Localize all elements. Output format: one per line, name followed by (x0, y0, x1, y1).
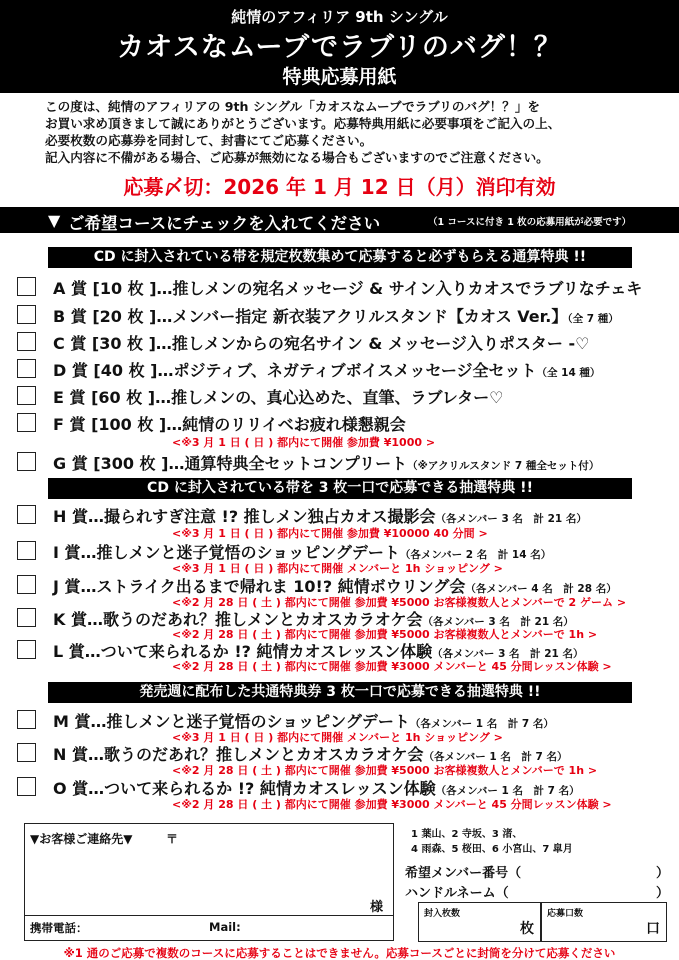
enclosed-count-unit: 枚 (520, 921, 534, 937)
prize-e-checkbox[interactable] (17, 386, 36, 405)
prize-n-count: （各メンバー 1 名 計 7 名） (423, 751, 568, 763)
entry-count-unit: 口 (646, 921, 660, 937)
enclosed-count-box (418, 902, 541, 942)
handle-name-field-close: ） (656, 886, 670, 901)
prize-l-label: L 賞…ついて来られるか !? 純情カオスレッスン体験 (53, 642, 433, 661)
prize-e-label: E 賞 [60 枚 ]…推しメンの、真心込めた、直筆、ラブレター♡ (53, 388, 504, 407)
prize-g-label: G 賞 [300 枚 ]…通算特典全セットコンプリート (53, 454, 408, 473)
header-banner (0, 0, 679, 93)
prize-h-count: （各メンバー 3 名 計 21 名） (435, 513, 587, 525)
intro-line-2: お買い求め頂きまして誠にありがとうございます。応募特典用紙に必要事項をご記入の上、 (45, 116, 561, 131)
prize-o-checkbox[interactable] (17, 777, 36, 796)
prize-h-note: <※3 月 1 日 ( 日 ) 都内にて開催 参加費 ¥10000 40 分間 > (172, 527, 488, 540)
prize-g-label-wrap (53, 451, 599, 474)
prize-i-count: （各メンバー 2 名 計 14 名） (399, 549, 552, 561)
address-underline (25, 915, 393, 916)
postal-mark: 〒 (166, 832, 179, 846)
prize-f-note: <※3 月 1 日 ( 日 ) 都内にて開催 参加費 ¥1000 > (172, 436, 436, 449)
section-header-lottery-ticket: 発売週に配布した共通特典券 3 枚一口で応募できる抽選特典 !! (48, 682, 632, 703)
triangle-down-icon: ▼ (48, 211, 61, 230)
prize-m-label: M 賞…推しメンと迷子覚悟のショッピングデート (53, 712, 410, 731)
prize-i-checkbox[interactable] (17, 541, 36, 560)
prize-k-count: （各メンバー 3 名 計 21 名） (422, 616, 574, 628)
prize-b-label-wrap (53, 304, 619, 327)
prize-m-note: <※3 月 1 日 ( 日 ) 都内にて開催 メンバーと 1h ショッピング > (172, 731, 503, 744)
prize-o-note: <※2 月 28 日 ( 土 ) 都内にて開催 参加費 ¥3000 メンバーと 45 分間レッスン体験 > (172, 798, 612, 811)
prize-m-count: （各メンバー 1 名 計 7 名） (409, 718, 554, 730)
prize-i-label: I 賞…推しメンと迷子覚悟のショッピングデート (53, 543, 400, 562)
prize-h-label-wrap (53, 504, 587, 527)
member-list-line-2: 4 雨森、5 桜田、6 小宮山、7 皐月 (411, 843, 573, 855)
intro-line-3: 必要枚数の応募券を同封して、封書にてご応募ください。 (45, 133, 373, 148)
prize-f-checkbox[interactable] (17, 413, 36, 432)
member-number-field-close: ） (656, 866, 670, 881)
prize-n-checkbox[interactable] (17, 743, 36, 762)
prize-c-label: C 賞 [30 枚 ]…推しメンからの宛名サイン & メッセージ入りポスター -♡ (53, 334, 590, 353)
prize-o-count: （各メンバー 1 名 計 7 名） (435, 785, 580, 797)
course-instruction-note: （1 コースに付き 1 枚の応募用紙が必要です） (428, 217, 632, 228)
prize-j-count: （各メンバー 4 名 計 28 名） (465, 583, 617, 595)
prize-k-note: <※2 月 28 日 ( 土 ) 都内にて開催 参加費 ¥5000 お客様複数人とメンバーで 1h > (172, 628, 598, 641)
prize-g-checkbox[interactable] (17, 452, 36, 471)
entry-count-box (541, 902, 667, 942)
prize-l-note: <※2 月 28 日 ( 土 ) 都内にて開催 参加費 ¥3000 メンバーと 45 分間レッスン体験 > (172, 660, 612, 673)
prize-a-checkbox[interactable] (17, 277, 36, 296)
single-title: カオスなムーブでラブリのバグ！？ (117, 32, 562, 63)
section-header-cumulative: CD に封入されている帯を規定枚数集めて応募すると必ずもらえる通算特典 !! (48, 247, 632, 268)
prize-a-label: A 賞 [10 枚 ]…推しメンの宛名メッセージ & サイン入りカオスでラブリなチェキ (53, 279, 643, 298)
prize-h-label: H 賞…撮られすぎ注意 !? 推しメン独占カオス撮影会 (53, 507, 436, 526)
section-header-lottery-obi: CD に封入されている帯を 3 枚一口で応募できる抽選特典 !! (48, 478, 632, 499)
course-instruction-bar (0, 207, 679, 233)
handle-name-field: ハンドルネーム（ (405, 886, 509, 901)
contact-heading: ▼お客様ご連絡先▼ (30, 832, 133, 846)
prize-b-label: B 賞 [20 枚 ]…メンバー指定 新衣装アクリルスタンド【カオス Ver.】 (53, 307, 568, 326)
form-title: 特典応募用紙 (282, 66, 397, 88)
prize-m-checkbox[interactable] (17, 710, 36, 729)
prize-k-label: K 賞…歌うのだあれ？推しメンとカオスカラオケ会 (53, 610, 423, 629)
entry-count-label: 応募口数 (547, 909, 584, 919)
prize-n-label: N 賞…歌うのだあれ？推しメンとカオスカラオケ会 (53, 745, 424, 764)
prize-b-checkbox[interactable] (17, 305, 36, 324)
prize-d-label-wrap (53, 358, 600, 381)
intro-line-1: この度は、純情のアフィリアの 9th シングル「カオスなムーブでラブリのバグ！？」を (45, 99, 541, 114)
member-list-line-1: 1 葉山、2 寺坂、3 渚、 (411, 829, 523, 840)
member-number-field: 希望メンバー番号（ (405, 866, 522, 881)
prize-j-note: <※2 月 28 日 ( 土 ) 都内にて開催 参加費 ¥5000 お客様複数人とメンバーで 2 ゲーム > (172, 596, 627, 609)
course-instruction-text: ご希望コースにチェックを入れてください (68, 214, 381, 233)
prize-g-count: （※アクリルスタンド 7 種全セット付） (407, 460, 600, 472)
prize-l-count: （各メンバー 3 名 計 21 名） (432, 648, 584, 660)
prize-h-checkbox[interactable] (17, 505, 36, 524)
footnote: ※1 通のご応募で複数のコースに応募することはできません。応募コースごとに封筒を分けて応募ください (63, 946, 616, 960)
prize-d-count: （全 14 種） (536, 367, 601, 379)
deadline: 応募〆切：2026 年 1 月 12 日（月）消印有効 (123, 175, 556, 199)
prize-k-checkbox[interactable] (17, 608, 36, 627)
single-subtitle: 純情のアフィリア 9th シングル (231, 8, 448, 26)
prize-n-note: <※2 月 28 日 ( 土 ) 都内にて開催 参加費 ¥5000 お客様複数人とメンバーで 1h > (172, 764, 598, 777)
prize-j-label: J 賞…ストライク出るまで帰れま 10!? 純情ボウリング会 (53, 577, 466, 596)
enclosed-count-label: 封入枚数 (424, 909, 461, 919)
prize-f-label: F 賞 [100 枚 ]…純情のリリイベお疲れ様懇親会 (53, 415, 406, 434)
prize-o-label: O 賞…ついて来られるか !? 純情カオスレッスン体験 (53, 779, 436, 798)
phone-label: 携帯電話： (30, 921, 88, 935)
prize-d-checkbox[interactable] (17, 359, 36, 378)
prize-j-checkbox[interactable] (17, 575, 36, 594)
prize-l-checkbox[interactable] (17, 640, 36, 659)
prize-b-count: （全 7 種） (567, 313, 619, 325)
contact-box (24, 823, 394, 941)
mail-label: Mail: (209, 920, 241, 934)
prize-c-checkbox[interactable] (17, 332, 36, 351)
intro-text (45, 98, 645, 166)
intro-line-4: 記入内容に不備がある場合、ご応募が無効になる場合もございますのでご注意ください。 (45, 150, 549, 165)
prize-d-label: D 賞 [40 枚 ]…ポジティブ、ネガティブボイスメッセージ全セット (53, 361, 537, 380)
prize-i-note: <※3 月 1 日 ( 日 ) 都内にて開催 メンバーと 1h ショッピング > (172, 562, 503, 575)
member-number-list (411, 828, 573, 857)
honorific-sama: 様 (369, 900, 383, 915)
